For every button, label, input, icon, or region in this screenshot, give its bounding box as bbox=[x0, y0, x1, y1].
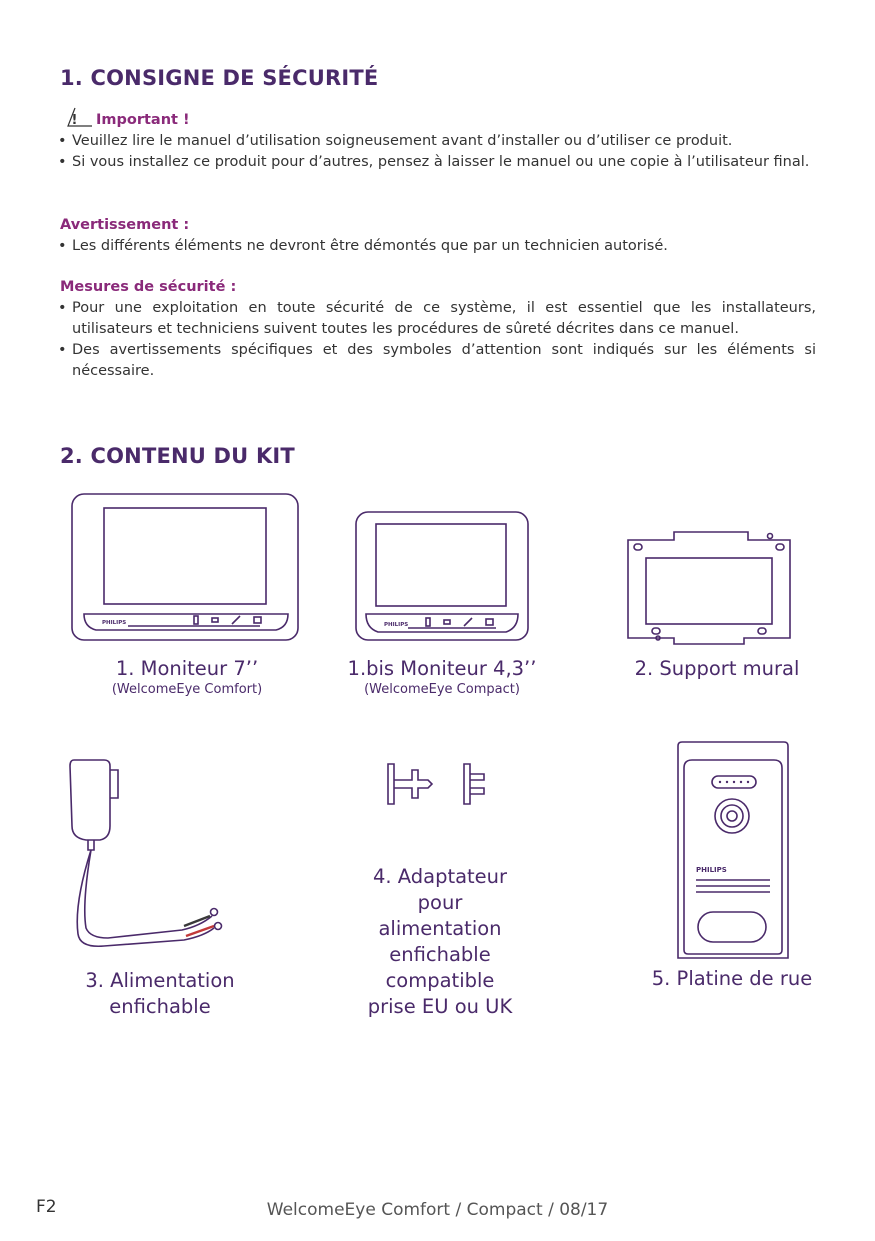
list-item: • Des avertissements spécifiques et des symboles d’attention sont indiqués sur les éléments si nécessaire. bbox=[58, 340, 816, 382]
caption-power-supply bbox=[60, 968, 260, 1020]
door-station-brand: PHILIPS bbox=[696, 866, 727, 874]
list-item: • Les différents éléments ne devront être démontés que par un technicien autorisé. bbox=[58, 236, 816, 257]
monitor-7-brand: PHILIPS bbox=[102, 620, 127, 626]
important-bullets bbox=[58, 131, 816, 173]
important-bullet-2: Si vous installez ce produit pour d’autres, pensez à laisser le manuel ou une copie à l’utilisateur final. bbox=[72, 154, 810, 170]
caption-adapter-line-1: 4. Adaptateur bbox=[372, 865, 508, 888]
footer-text: WelcomeEye Comfort / Compact / 08/17 bbox=[266, 1200, 609, 1220]
caption-adapter-line-5: compatible bbox=[385, 969, 495, 992]
subcaption-monitor-7: (WelcomeEye Comfort) bbox=[111, 682, 263, 697]
caption-adapter-line-4: enfichable bbox=[389, 943, 491, 966]
caption-adapter-line-6: prise EU ou UK bbox=[367, 995, 513, 1018]
important-heading bbox=[66, 106, 190, 128]
section-2-title: 2. CONTENU DU KIT bbox=[60, 444, 295, 468]
caption-adapter bbox=[340, 864, 540, 1020]
caption-adapter-line-3: alimentation bbox=[378, 917, 502, 940]
monitor-43-illustration bbox=[354, 510, 532, 644]
safety-bullet-1: Pour une exploitation en toute sécurité de ce système, il est essentiel que les installateurs, utilisateurs et techniciens suivent toutes les procédures de sûreté décrites dans ce manuel. bbox=[72, 300, 816, 337]
caption-adapter-line-2: pour bbox=[417, 891, 463, 914]
important-label: Important ! bbox=[96, 112, 190, 128]
caption-power-supply-line-2: enfichable bbox=[109, 995, 211, 1018]
warning-bullet-1: Les différents éléments ne devront être démontés que par un technicien autorisé. bbox=[72, 238, 668, 254]
important-bullet-1: Veuillez lire le manuel d’utilisation soigneusement avant d’installer ou d’utiliser ce produit. bbox=[72, 133, 733, 149]
caption-power-supply-line-1: 3. Alimentation bbox=[85, 969, 235, 992]
monitor-43-brand: PHILIPS bbox=[384, 622, 409, 628]
warning-triangle-icon bbox=[66, 106, 94, 128]
caption-monitor-7: 1. Moniteur 7’’ bbox=[115, 657, 259, 680]
safety-bullet-2: Des avertissements spécifiques et des symboles d’attention sont indiqués sur les éléments si nécessaire. bbox=[72, 342, 816, 379]
page-number: F2 bbox=[36, 1197, 57, 1217]
wall-bracket-illustration bbox=[624, 528, 794, 648]
svg-text:!: ! bbox=[71, 113, 78, 128]
plug-adapter-illustration bbox=[384, 760, 494, 810]
caption-monitor-43: 1.bis Moniteur 4,3’’ bbox=[347, 657, 537, 680]
subcaption-monitor-43: (WelcomeEye Compact) bbox=[364, 682, 520, 697]
safety-label: Mesures de sécurité : bbox=[60, 279, 237, 295]
power-supply-illustration bbox=[64, 754, 240, 952]
safety-bullets bbox=[58, 298, 816, 382]
list-item: • Pour une exploitation en toute sécurité de ce système, il est essentiel que les installateurs, utilisateurs et techniciens suivent toutes les procédures de sûreté décrites dans ce manuel. bbox=[58, 298, 816, 340]
caption-wall-bracket: 2. Support mural bbox=[634, 657, 800, 680]
list-item: • Veuillez lire le manuel d’utilisation soigneusement avant d’installer ou d’utiliser ce produit. bbox=[58, 131, 816, 152]
caption-door-station: 5. Platine de rue bbox=[651, 967, 813, 990]
warning-bullets bbox=[58, 236, 816, 257]
warning-label: Avertissement : bbox=[60, 217, 190, 233]
section-1-title: 1. CONSIGNE DE SÉCURITÉ bbox=[60, 66, 379, 90]
list-item: • Si vous installez ce produit pour d’autres, pensez à laisser le manuel ou une copie à l’utilisateur final. bbox=[58, 152, 816, 173]
monitor-7-illustration bbox=[70, 492, 302, 644]
door-station-illustration bbox=[674, 740, 792, 962]
